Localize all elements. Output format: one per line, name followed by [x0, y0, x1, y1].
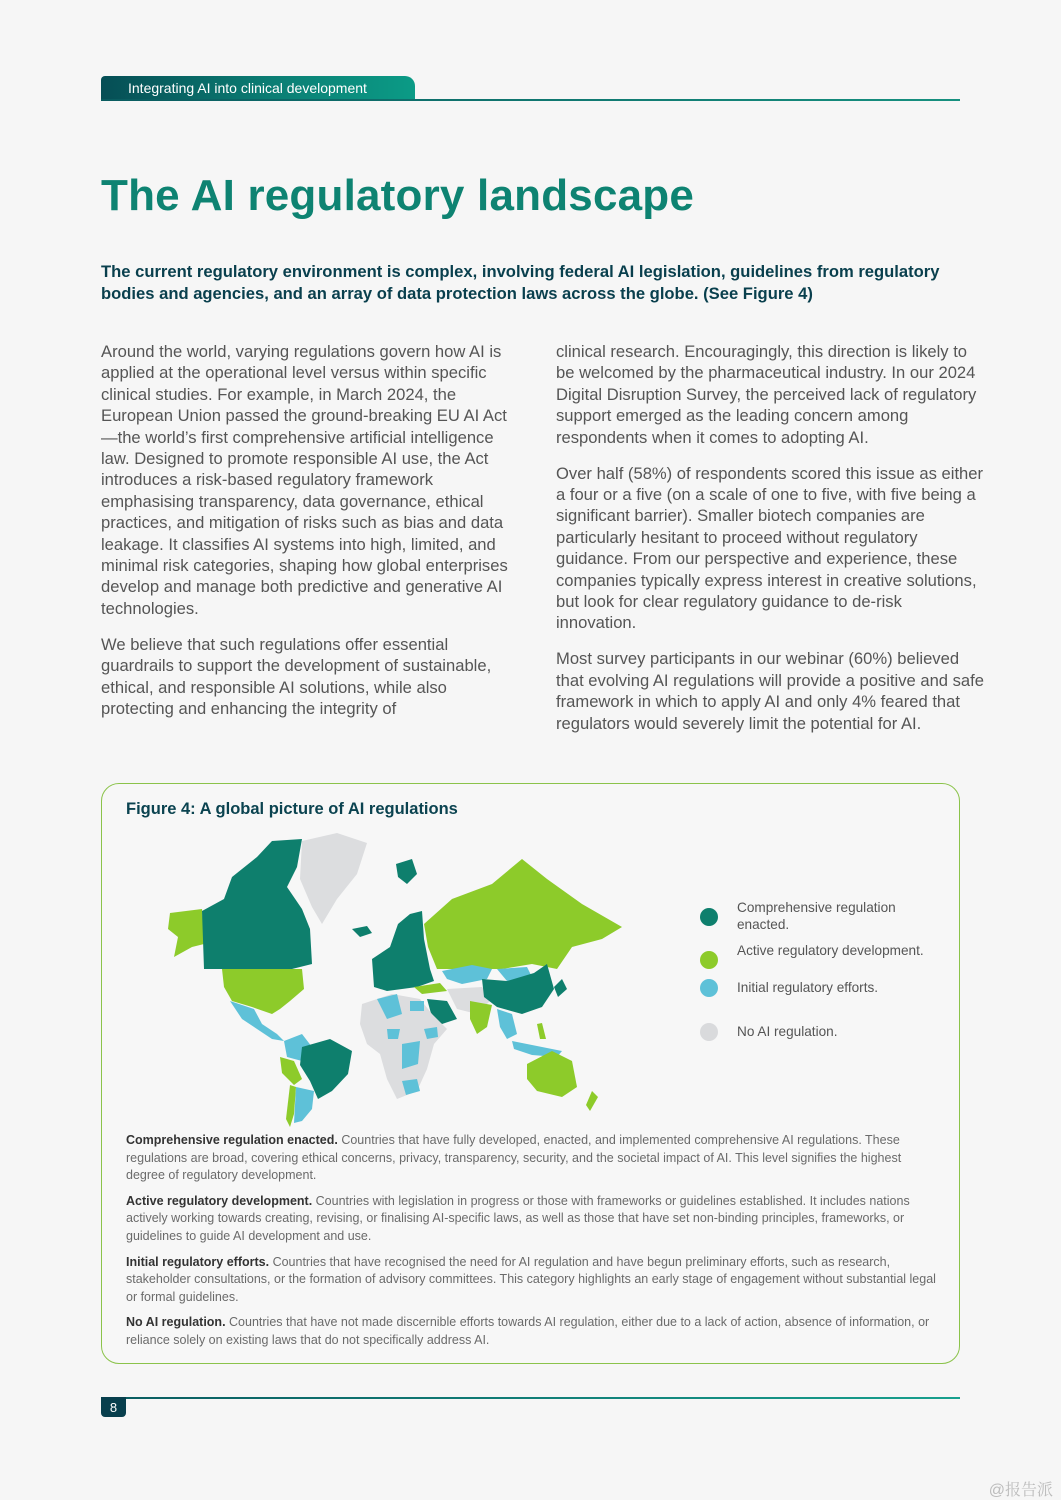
- legend-dot-none: [700, 1023, 718, 1041]
- description-comprehensive: [126, 1132, 936, 1185]
- description-text: Countries that have recognised the need for AI regulation and have begun preliminary efforts, such as research, stakeholder consultations, or the formation of advisory committees. This category highlights an early stage of engagement without substantial legal or formal guidelines.: [126, 1254, 936, 1304]
- footer-divider: [101, 1397, 960, 1399]
- description-text: Countries that have fully developed, enacted, and implemented comprehensive AI regulations. These regulations are broad, covering ethical concerns, privacy, transparency, security, and the societal impact of AI. This level signifies the highest degree of regulatory development.: [126, 1133, 902, 1183]
- legend-item-active: [700, 942, 940, 959]
- legend-dot-initial: [700, 979, 718, 997]
- description-term: Active regulatory development.: [126, 1193, 313, 1208]
- legend-label: Initial regulatory efforts.: [737, 980, 879, 995]
- watermark: @报告派: [988, 1482, 1053, 1499]
- figure-4-panel: [101, 783, 960, 1364]
- region-nigeria: [387, 1029, 400, 1039]
- header-divider: [101, 99, 960, 101]
- region-egypt: [410, 1001, 424, 1011]
- region-india: [470, 1001, 492, 1034]
- legend-item-initial: [700, 979, 940, 996]
- region-peru: [280, 1057, 302, 1085]
- legend-dot-active: [700, 951, 718, 969]
- region-svalbard: [396, 859, 417, 884]
- region-argentina: [294, 1087, 314, 1123]
- legend-dot-comprehensive: [700, 908, 718, 926]
- section-header-tab: [101, 76, 415, 100]
- section-label: Integrating AI into clinical development: [128, 80, 367, 96]
- description-initial: [126, 1254, 936, 1307]
- description-none: [126, 1314, 936, 1349]
- region-philippines: [537, 1023, 546, 1039]
- region-australia: [527, 1051, 577, 1097]
- body-paragraph: We believe that such regulations offer essential guardrails to support the development of sustainable, ethical, and responsible AI solutions, while also protecting and enhancing the integrity of: [101, 634, 492, 718]
- region-canada: [202, 839, 312, 974]
- region-iceland: [352, 926, 372, 937]
- world-map: [162, 829, 632, 1129]
- region-greenland: [300, 833, 367, 924]
- figure-title: Figure 4: A global picture of AI regulations: [126, 800, 458, 818]
- body-paragraph: clinical research. Encouragingly, this direction is likely to be welcomed by the pharmaceutical industry. In our 2024 Digital Disruption Survey, the perceived lack of regulatory support emerged as the leading concern among respondents when it comes to adopting AI.: [556, 342, 977, 447]
- legend-item-comprehensive: [700, 899, 940, 933]
- description-term: No AI regulation.: [126, 1315, 226, 1330]
- body-paragraph: Over half (58%) of respondents scored this issue as either a four or a five (on a scale of one to five, with five being a significant barrier). Smaller biotech companies are particularly hesitant to proceed without regulatory guidance. From our perspective and experience, these companies typically express interest in creative solutions, but look for clear regulatory guidance to de-risk innovation.: [556, 463, 984, 633]
- description-text: Countries that have not made discernible efforts towards AI regulation, either due to a lack of action, absence of information, or reliance solely on existing laws that do not specifically address AI.: [126, 1315, 930, 1347]
- page-title: The AI regulatory landscape: [101, 171, 695, 220]
- body-column-right: [556, 341, 986, 748]
- legend-item-none: [700, 1023, 940, 1040]
- body-paragraph: Around the world, varying regulations govern how AI is applied at the operational level versus within specific clinical studies. For example, in March 2024, the European Union passed the ground-breaking EU AI Act—the world’s first comprehensive artificial intelligence law. Designed to promote responsible AI use, the Act introduces a risk-based regulatory framework emphasising transparency, data governance, ethical practices, and mitigation of risks such as bias and data leakage. It classifies AI systems into high, limited, and minimal risk categories, shaping how global enterprises develop and manage both predictive and generative AI technologies.: [101, 342, 508, 618]
- lede-paragraph: The current regulatory environment is complex, involving federal AI legislation, guidelines from regulatory bodies and agencies, and an array of data protection laws across the globe. (See Figure 4): [101, 262, 940, 303]
- region-europe: [372, 911, 434, 991]
- region-alaska: [168, 909, 204, 957]
- legend-label: Active regulatory development.: [737, 943, 924, 958]
- legend-label: No AI regulation.: [737, 1024, 838, 1039]
- legend-label: Comprehensive regulation enacted.: [737, 900, 896, 932]
- region-russia: [424, 859, 622, 969]
- region-se-asia: [497, 1009, 517, 1039]
- body-paragraph: Most survey participants in our webinar (60%) believed that evolving AI regulations will provide a positive and safe framework in which to apply AI and only 4% feared that regulators would severely limit the potential for AI.: [556, 649, 985, 733]
- region-japan: [554, 979, 567, 997]
- map-legend: [700, 899, 940, 1040]
- description-term: Initial regulatory efforts.: [126, 1254, 270, 1269]
- description-term: Comprehensive regulation enacted.: [126, 1133, 338, 1147]
- body-column-left: [101, 341, 521, 734]
- page-number: 8: [101, 1397, 126, 1417]
- category-descriptions: [126, 1132, 936, 1358]
- description-text: Countries with legislation in progress or those with frameworks or guidelines established. It includes nations actively working towards creating, revising, or finalising AI-specific laws, as well as those that have set non-binding principles, frameworks, or guidelines to guide AI development and use.: [126, 1193, 910, 1243]
- region-new-zealand: [586, 1091, 598, 1111]
- description-active: [126, 1193, 936, 1246]
